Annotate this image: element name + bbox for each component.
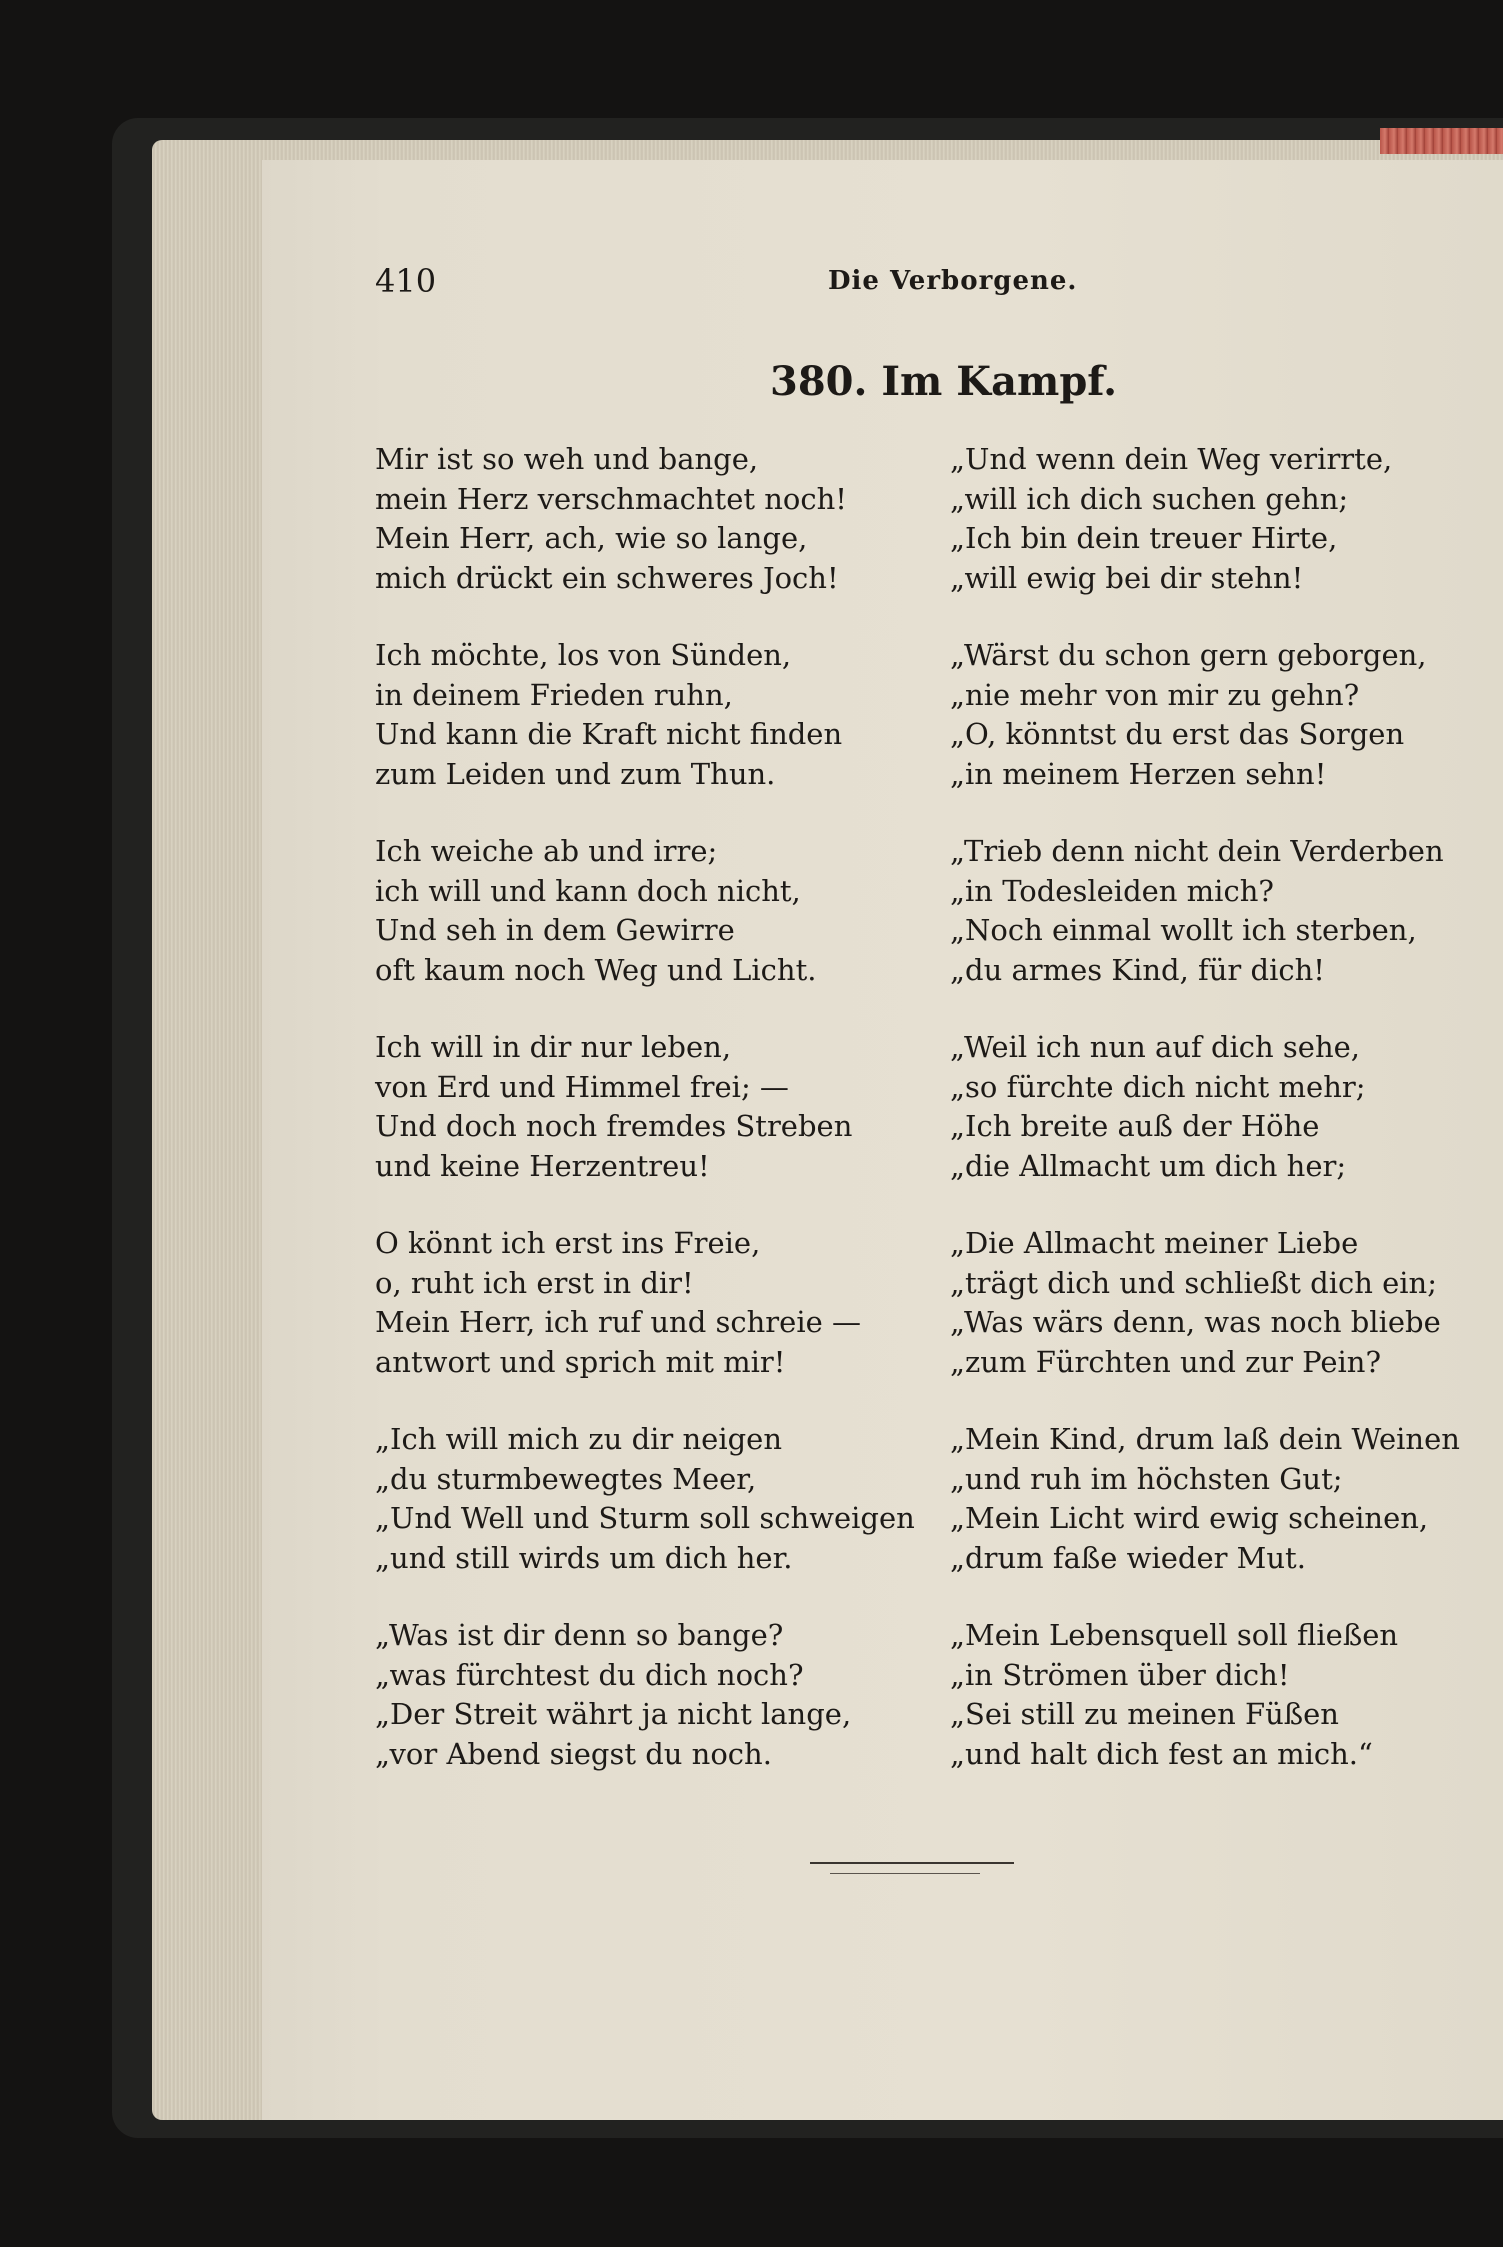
verse-line: „zum Fürchten und zur Pein? bbox=[950, 1344, 1382, 1379]
verse-line: Ich möchte, los von Sünden, bbox=[375, 638, 792, 672]
verse-line: „vor Abend siegst du noch. bbox=[375, 1736, 772, 1771]
left-stanza-2 bbox=[375, 636, 842, 794]
verse-line: „drum faße wieder Mut. bbox=[950, 1540, 1306, 1575]
verse-line: „O, könntst du erst das Sorgen bbox=[950, 717, 1405, 751]
verse-line: „Trieb denn nicht dein Verderben bbox=[950, 834, 1444, 868]
verse-line: „trägt dich und schließt dich ein; bbox=[950, 1265, 1437, 1300]
verse-line: mich drückt ein schweres Joch! bbox=[375, 560, 839, 595]
end-rule bbox=[810, 1862, 1014, 1864]
verse-line: zum Leiden und zum Thun. bbox=[375, 756, 776, 791]
verse-line: „in meinem Herzen sehn! bbox=[950, 756, 1327, 791]
poem-title: 380. Im Kampf. bbox=[770, 358, 1117, 405]
verse-line: ich will und kann doch nicht, bbox=[375, 873, 801, 908]
verse-line: „du sturmbewegtes Meer, bbox=[375, 1461, 757, 1496]
verse-line: „nie mehr von mir zu gehn? bbox=[950, 677, 1360, 712]
left-stanza-7 bbox=[375, 1616, 851, 1774]
verse-line: Mir ist so weh und bange, bbox=[375, 442, 759, 476]
verse-line: „Wärst du schon gern geborgen, bbox=[950, 638, 1427, 672]
verse-line: „Die Allmacht meiner Liebe bbox=[950, 1226, 1359, 1260]
verse-line: Ich will in dir nur leben, bbox=[375, 1030, 732, 1064]
verse-line: oft kaum noch Weg und Licht. bbox=[375, 952, 817, 987]
verse-line: Und kann die Kraft nicht finden bbox=[375, 717, 843, 751]
right-stanza-2 bbox=[950, 636, 1427, 794]
verse-line: antwort und sprich mit mir! bbox=[375, 1344, 786, 1379]
verse-line: von Erd und Himmel frei; — bbox=[375, 1069, 789, 1104]
verse-line: O könnt ich erst ins Freie, bbox=[375, 1226, 761, 1260]
verse-line: „Ich will mich zu dir neigen bbox=[375, 1422, 783, 1456]
verse-line: Mein Herr, ach, wie so lange, bbox=[375, 521, 808, 555]
verse-line: und keine Herzentreu! bbox=[375, 1148, 710, 1183]
left-stanza-5 bbox=[375, 1224, 861, 1382]
verse-line: Und doch noch fremdes Streben bbox=[375, 1109, 853, 1143]
verse-line: „Ich bin dein treuer Hirte, bbox=[950, 521, 1338, 555]
left-stanza-1 bbox=[375, 440, 847, 598]
page-number: 410 bbox=[375, 262, 437, 300]
left-stanza-3 bbox=[375, 832, 816, 990]
verse-line: „Mein Lebensquell soll fließen bbox=[950, 1618, 1399, 1652]
verse-line: in deinem Frieden ruhn, bbox=[375, 677, 733, 712]
left-stanza-4 bbox=[375, 1028, 852, 1186]
right-stanza-6 bbox=[950, 1420, 1460, 1578]
verse-line: „Mein Kind, drum laß dein Weinen bbox=[950, 1422, 1460, 1456]
verse-line: „in Strömen über dich! bbox=[950, 1657, 1290, 1692]
right-stanza-1 bbox=[950, 440, 1392, 598]
verse-line: „Der Streit währt ja nicht lange, bbox=[375, 1697, 852, 1731]
verse-line: „so fürchte dich nicht mehr; bbox=[950, 1069, 1366, 1104]
verse-line: „du armes Kind, für dich! bbox=[950, 952, 1325, 987]
bookmark-ribbon bbox=[1380, 128, 1503, 154]
running-head: Die Verborgene. bbox=[828, 266, 1078, 296]
verse-line: „Und Well und Sturm soll schweigen bbox=[375, 1501, 915, 1535]
right-stanza-5 bbox=[950, 1224, 1441, 1382]
verse-line: „und still wirds um dich her. bbox=[375, 1540, 793, 1575]
verse-line: „und halt dich fest an mich.“ bbox=[950, 1736, 1373, 1771]
verse-line: Mein Herr, ich ruf und schreie — bbox=[375, 1305, 861, 1339]
verse-line: „Noch einmal wollt ich sterben, bbox=[950, 913, 1417, 947]
verse-line: „Was ist dir denn so bange? bbox=[375, 1618, 784, 1652]
verse-line: „was fürchtest du dich noch? bbox=[375, 1657, 804, 1692]
verse-line: „will ewig bei dir stehn! bbox=[950, 560, 1304, 595]
verse-line: „will ich dich suchen gehn; bbox=[950, 481, 1349, 516]
verse-line: „Sei still zu meinen Füßen bbox=[950, 1697, 1339, 1731]
verse-line: „Was wärs denn, was noch bliebe bbox=[950, 1305, 1441, 1339]
end-rule-thin bbox=[830, 1873, 980, 1874]
verse-line: „Mein Licht wird ewig scheinen, bbox=[950, 1501, 1429, 1535]
verse-line: mein Herz verschmachtet noch! bbox=[375, 481, 847, 516]
right-stanza-7 bbox=[950, 1616, 1398, 1774]
verse-line: „in Todesleiden mich? bbox=[950, 873, 1274, 908]
verse-line: „die Allmacht um dich her; bbox=[950, 1148, 1347, 1183]
verse-line: „Ich breite auß der Höhe bbox=[950, 1109, 1320, 1143]
verse-line: „Und wenn dein Weg verirrte, bbox=[950, 442, 1393, 476]
right-stanza-3 bbox=[950, 832, 1444, 990]
verse-line: o, ruht ich erst in dir! bbox=[375, 1265, 694, 1300]
verse-line: „und ruh im höchsten Gut; bbox=[950, 1461, 1343, 1496]
right-stanza-4 bbox=[950, 1028, 1366, 1186]
verse-line: „Weil ich nun auf dich sehe, bbox=[950, 1030, 1361, 1064]
verse-line: Ich weiche ab und irre; bbox=[375, 834, 718, 868]
verse-line: Und seh in dem Gewirre bbox=[375, 913, 735, 947]
left-stanza-6 bbox=[375, 1420, 915, 1578]
